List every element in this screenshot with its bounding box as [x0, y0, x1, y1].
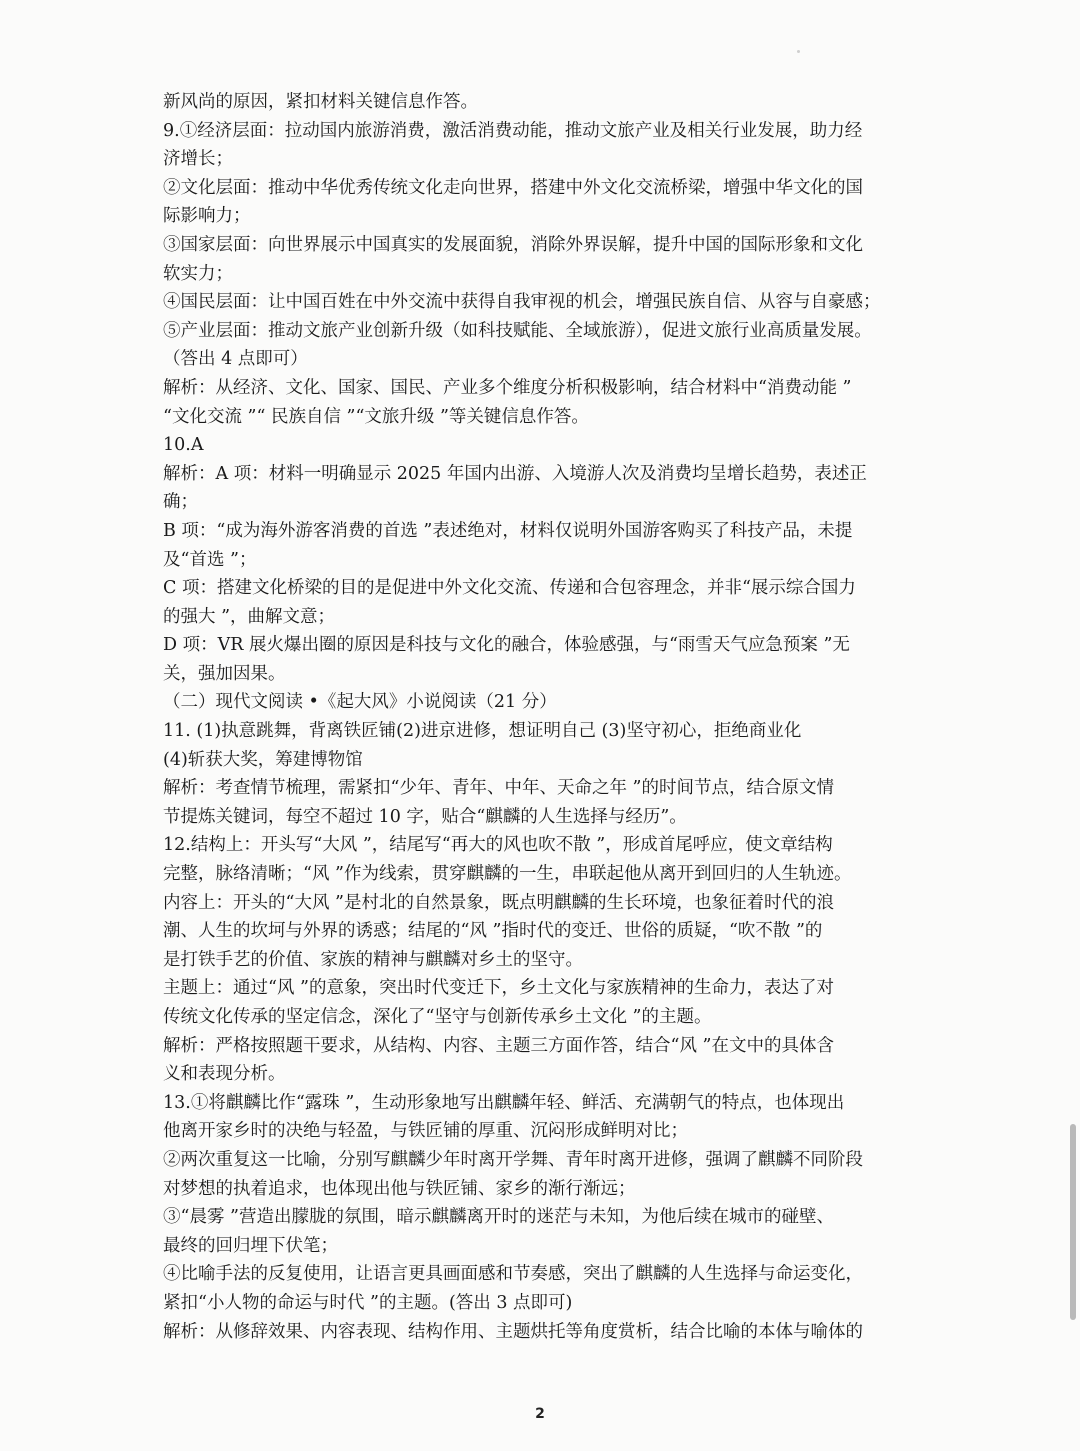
text-line: ④国民层面：让中国百姓在中外交流中获得自我审视的机会，增强民族自信、从容与自豪感； — [163, 292, 881, 313]
text-line: 义和表现分析。 — [163, 1064, 286, 1085]
text-line: C 项：搭建文化桥梁的目的是促进中外文化交流、传递和合包容理念，并非“展示综合国力 — [163, 578, 856, 599]
text-line: 解析：考查情节梳理，需紧扣“少年、青年、中年、天命之年 ”的时间节点，结合原文情 — [163, 778, 834, 799]
text-line: ④比喻手法的反复使用，让语言更具画面感和节奏感，突出了麒麟的人生选择与命运变化， — [163, 1264, 863, 1285]
text-line: “文化交流 ”“ 民族自信 ”“文旅升级 ”等关键信息作答。 — [163, 406, 589, 427]
text-line: 潮、人生的坎坷与外界的诱惑；结尾的“风 ”指时代的变迁、世俗的质疑，“吹不散 ”的 — [163, 921, 823, 942]
text-line: 主题上：通过“风 ”的意象，突出时代变迁下，乡土文化与家族精神的生命力，表达了对 — [163, 978, 834, 999]
text-line: （答出 4 点即可） — [163, 349, 308, 370]
text-line: 及“首选 ”； — [163, 549, 257, 570]
scan-speck — [797, 50, 800, 53]
text-line: 传统文化传承的坚定信念，深化了“坚守与创新传承乡土文化 ”的主题。 — [163, 1007, 712, 1027]
scrollbar-thumb[interactable] — [1070, 1124, 1076, 1320]
text-line: 完整，脉络清晰；“风 ”作为线索，贯穿麒麟的一生，串联起他从离开到回归的人生轨迹。 — [163, 864, 852, 885]
text-line: 确； — [163, 492, 198, 513]
document-body — [163, 88, 923, 1346]
text-line: ②两次重复这一比喻，分别写麒麟少年时离开学舞、青年时离开进修，强调了麒麟不同阶段 — [163, 1149, 863, 1170]
text-line: D 项：VR 展火爆出圈的原因是科技与文化的融合，体验感强，与“雨雪天气应急预案 ”无 — [163, 635, 850, 656]
text-line: (4)斩获大奖，筹建博物馆 — [163, 749, 363, 770]
text-line: 对梦想的执着追求，也体现出他与铁匠铺、家乡的渐行渐远； — [163, 1178, 636, 1199]
text-line: 解析：A 项：材料一明确显示 2025 年国内出游、入境游人次及消费均呈增长趋势，表述正 — [163, 463, 867, 484]
page-number: 2 — [535, 1406, 545, 1422]
text-line: 13.①将麒麟比作“露珠 ”，生动形象地写出麒麟年轻、鲜活、充满朝气的特点，也体现出 — [163, 1092, 845, 1113]
text-line: 10.A — [163, 435, 204, 456]
text-line: 最终的回归埋下伏笔； — [163, 1235, 338, 1256]
text-line: 节提炼关键词，每空不超过 10 字，贴合“麒麟的人生选择与经历”。 — [163, 806, 687, 827]
text-line: ③国家层面：向世界展示中国真实的发展面貌，消除外界误解，提升中国的国际形象和文化 — [163, 234, 863, 255]
text-line: 是打铁手艺的价值、家族的精神与麒麟对乡土的坚守。 — [163, 949, 583, 970]
text-line: ③“晨雾 ”营造出朦胧的氛围，暗示麒麟离开时的迷茫与未知，为他后续在城市的碰壁、 — [163, 1207, 834, 1228]
text-line: 内容上：开头的“大风 ”是村北的自然景象，既点明麒麟的生长环境，也象征着时代的浪 — [163, 892, 834, 913]
text-line: 紧扣“小人物的命运与时代 ”的主题。(答出 3 点即可) — [163, 1292, 573, 1313]
text-line: 济增长； — [163, 149, 233, 170]
text-line: 软实力； — [163, 263, 233, 284]
text-line: 解析：从经济、文化、国家、国民、产业多个维度分析积极影响，结合材料中“消费动能 ” — [163, 377, 852, 398]
text-line: 9.①经济层面：拉动国内旅游消费，激活消费动能，推动文旅产业及相关行业发展，助力经 — [163, 120, 863, 141]
text-line: ⑤产业层面：推动文旅产业创新升级（如科技赋能、全域旅游），促进文旅行业高质量发展。 — [163, 320, 872, 341]
text-line: 的强大 ”，曲解文意； — [163, 606, 336, 627]
text-line: B 项：“成为海外游客消费的首选 ”表述绝对，材料仅说明外国游客购买了科技产品，未提 — [163, 520, 853, 541]
text-line: 新风尚的原因，紧扣材料关键信息作答。 — [163, 92, 478, 112]
text-line: 12.结构上：开头写“大风 ”，结尾写“再大的风也吹不散 ”，形成首尾呼应，使文章结构 — [163, 835, 833, 856]
text-line: 解析：严格按照题干要求，从结构、内容、主题三方面作答，结合“风 ”在文中的具体含 — [163, 1035, 834, 1056]
text-line: 他离开家乡时的决绝与轻盈，与铁匠铺的厚重、沉闷形成鲜明对比； — [163, 1121, 688, 1142]
text-line: 关，强加因果。 — [163, 663, 286, 684]
scrollbar-track[interactable] — [1066, 0, 1080, 1451]
text-line: 11. (1)执意跳舞，背离铁匠铺(2)进京进修，想证明自己 (3)坚守初心，拒绝商业化 — [163, 721, 802, 742]
text-line: （二）现代文阅读 •《起大风》小说阅读（21 分） — [163, 692, 557, 713]
text-line: 解析：从修辞效果、内容表现、结构作用、主题烘托等角度赏析，结合比喻的本体与喻体的 — [163, 1321, 863, 1342]
text-line: 际影响力； — [163, 206, 251, 227]
text-line: ②文化层面：推动中华优秀传统文化走向世界，搭建中外文化交流桥梁，增强中华文化的国 — [163, 177, 863, 198]
